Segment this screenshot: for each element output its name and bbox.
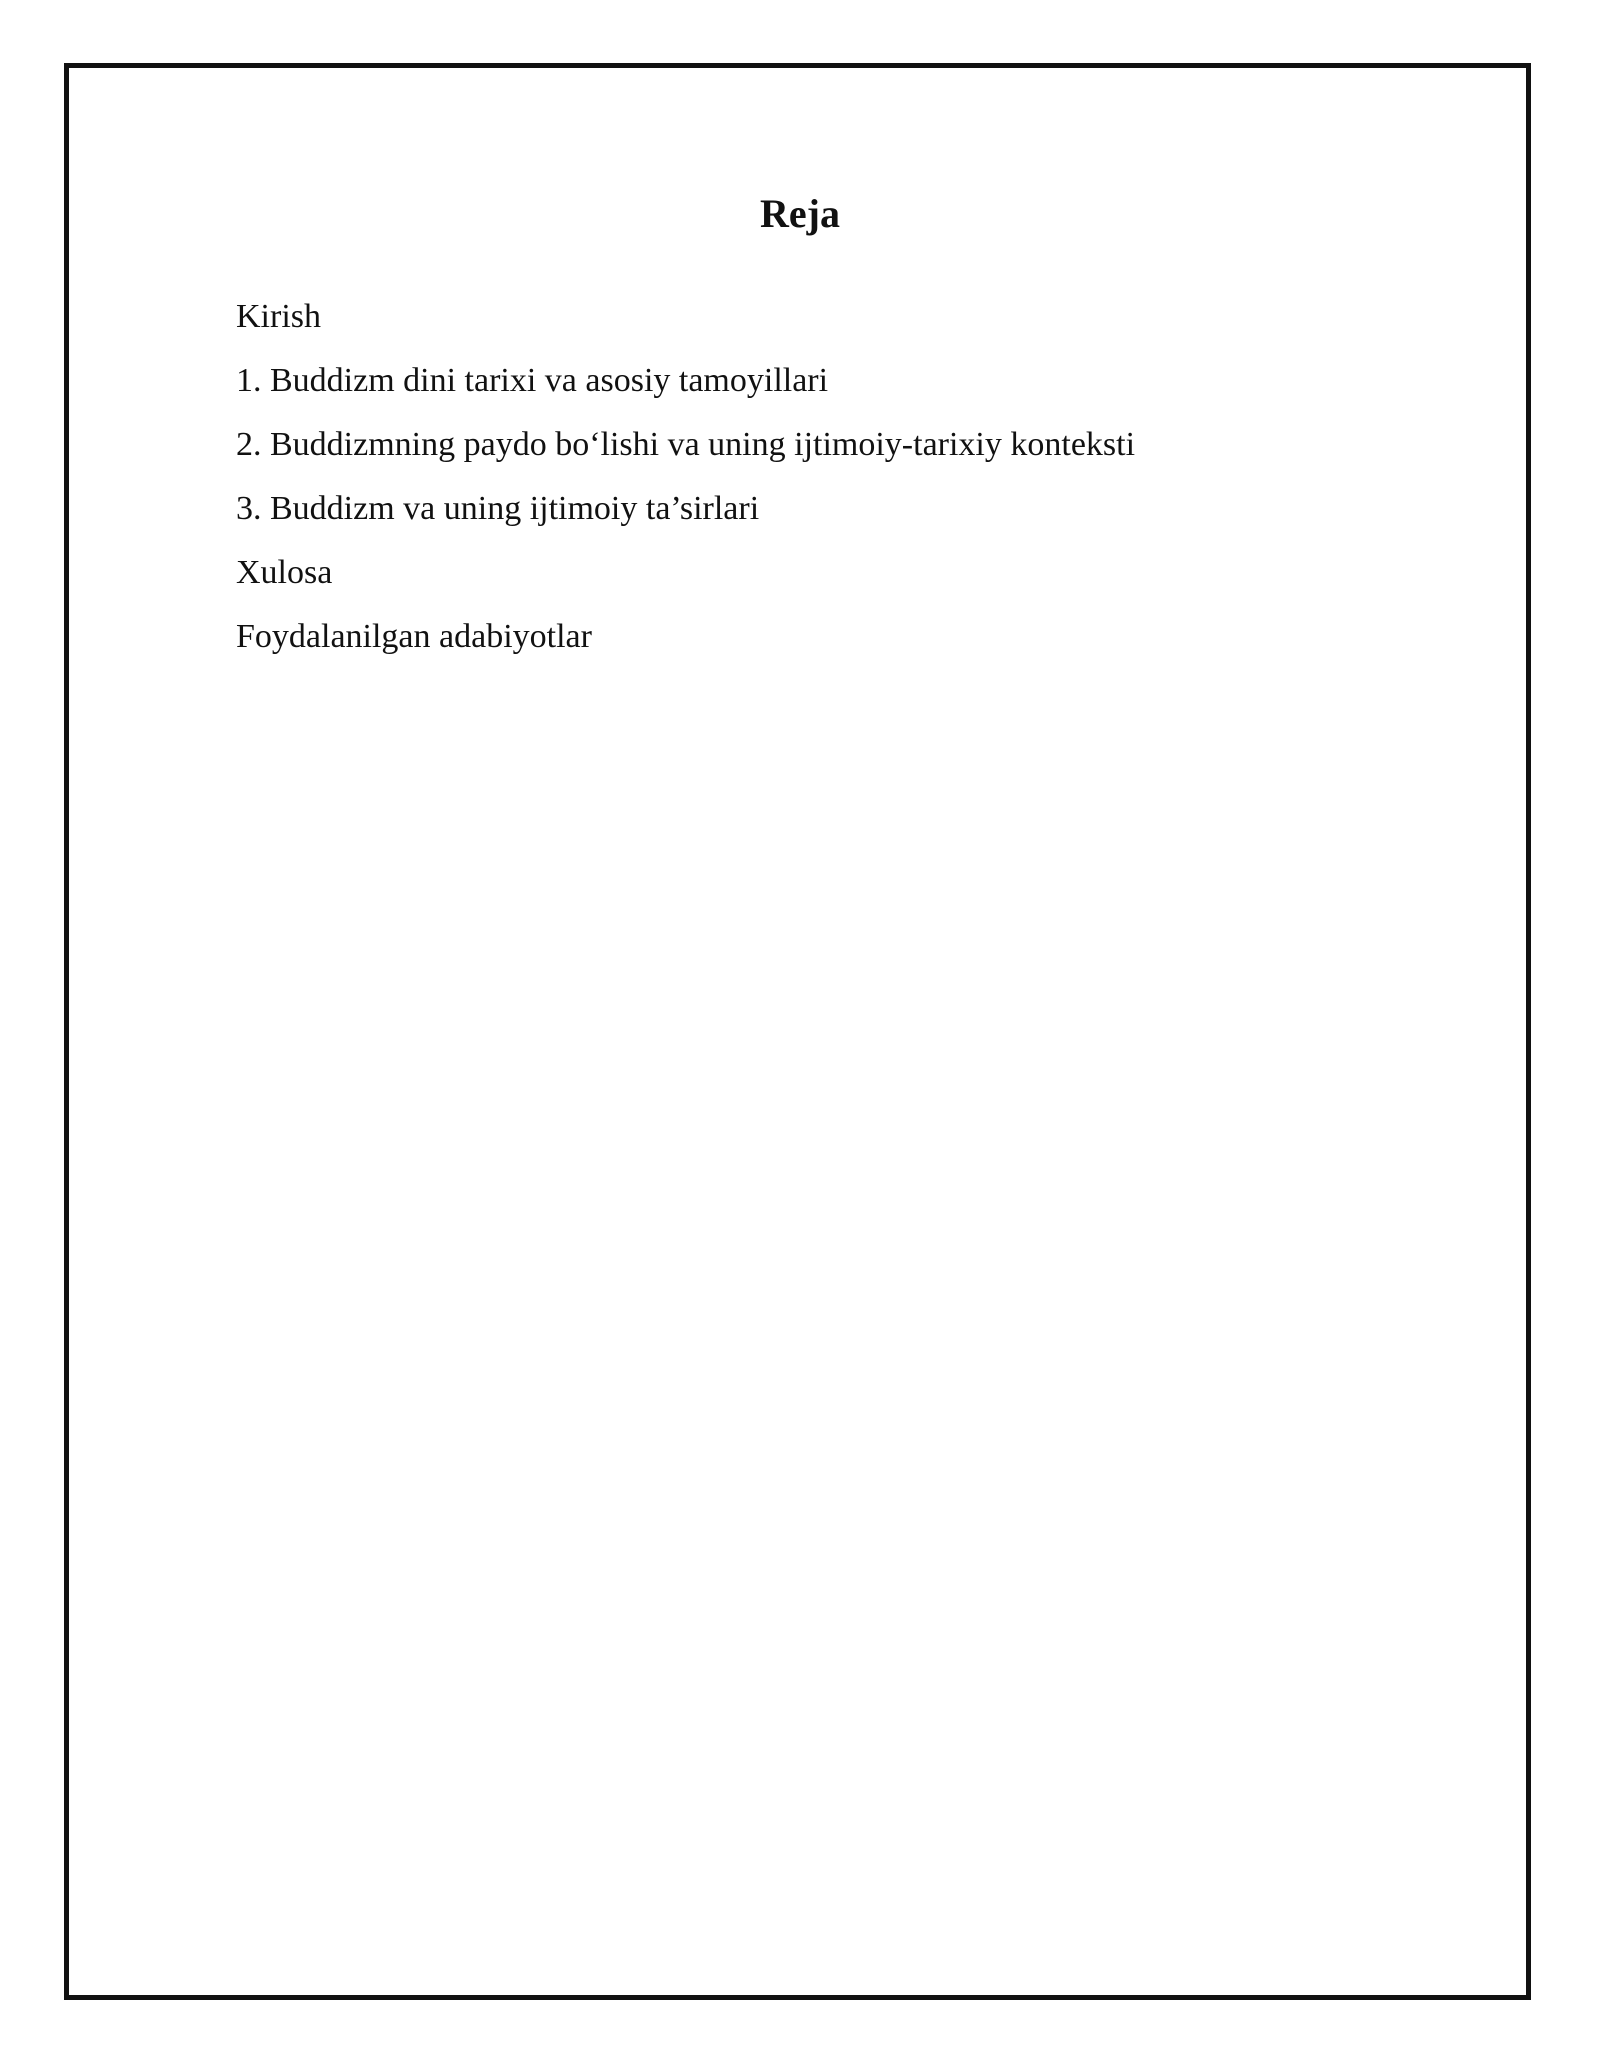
plan-item-chapter-3: 3. Buddizm va uning ijtimoiy ta’sirlari — [236, 490, 760, 527]
plan-item-introduction: Kirish — [236, 298, 321, 335]
plan-list — [236, 285, 1135, 669]
plan-item-references: Foydalanilgan adabiyotlar — [236, 618, 592, 655]
plan-item-chapter-1: 1. Buddizm dini tarixi va asosiy tamoyillari — [236, 362, 829, 399]
plan-item-conclusion: Xulosa — [236, 554, 333, 591]
page-title: Reja — [760, 191, 840, 236]
plan-item-chapter-2: 2. Buddizmning paydo bo‘lishi va uning ijtimoiy-tarixiy konteksti — [236, 426, 1136, 463]
